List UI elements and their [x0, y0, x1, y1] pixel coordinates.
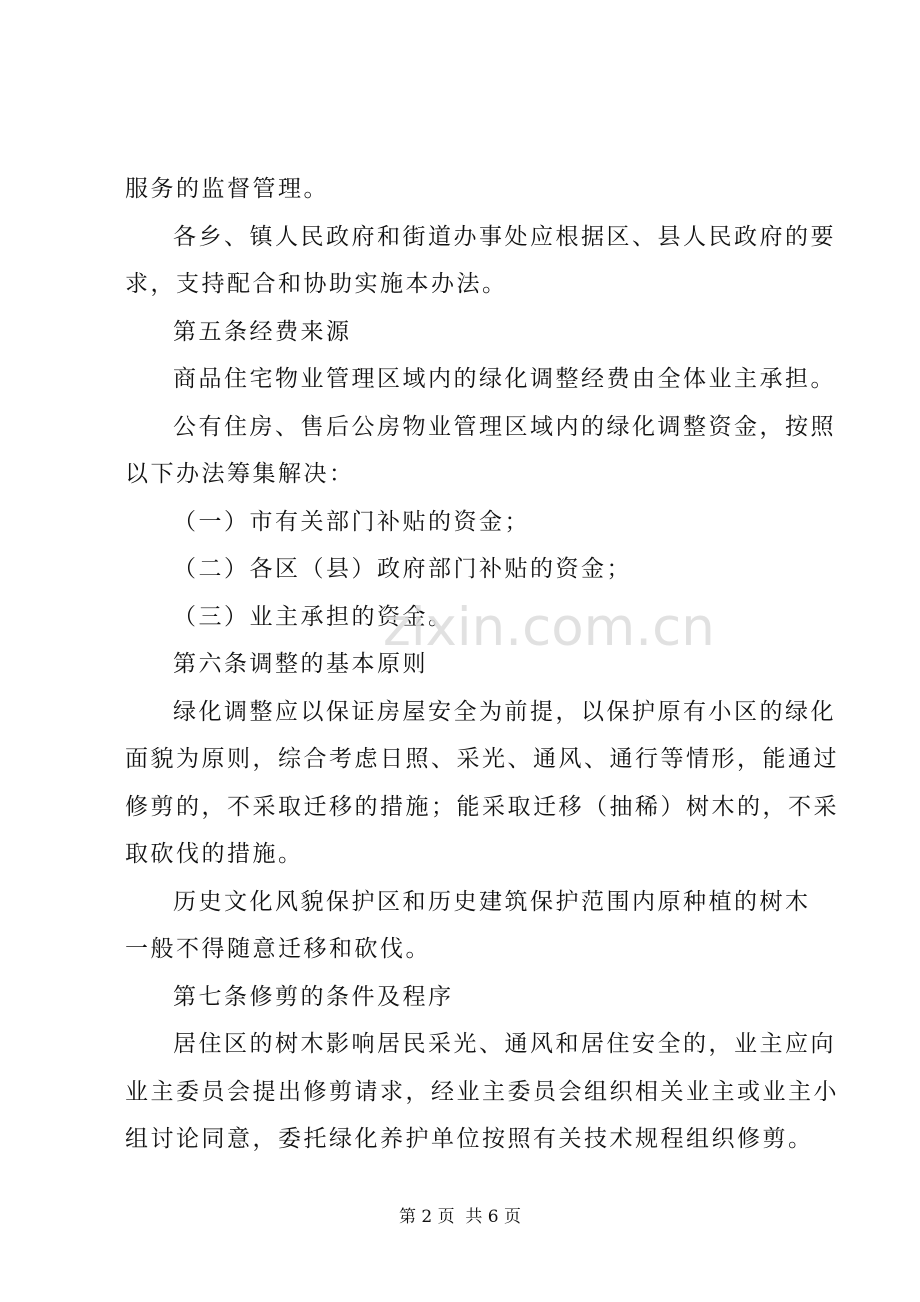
- text-line: 各乡、镇人民政府和街道办事处应根据区、县人民政府的要: [173, 223, 836, 250]
- text-line: 公有住房、售后公房物业管理区域内的绿化调整资金，按照: [173, 413, 836, 440]
- watermark: zixin.com.cn: [383, 597, 715, 658]
- text-line: 居住区的树木影响居民采光、通风和居住安全的，业主应向: [173, 1031, 836, 1057]
- text-line: 绿化调整应以保证房屋安全为前提，以保护原有小区的绿化: [173, 698, 836, 725]
- text-line: 第七条修剪的条件及程序: [173, 983, 454, 1010]
- text-line: 第五条经费来源: [173, 318, 352, 345]
- text-line: （三）业主承担的资金。: [173, 603, 454, 630]
- text-line: 商品住宅物业管理区域内的绿化调整经费由全体业主承担。: [173, 366, 836, 392]
- document-body: [125, 166, 839, 1164]
- text-line: 修剪的，不采取迁移的措施；能采取迁移（抽稀）树木的，不采: [125, 793, 839, 820]
- text-line: （二）各区（县）政府部门补贴的资金；: [173, 556, 632, 582]
- text-line: 组讨论同意，委托绿化养护单位按照有关技术规程组织修剪。: [125, 1126, 814, 1152]
- text-line: 业主委员会提出修剪请求，经业主委员会组织相关业主或业主小: [125, 1078, 839, 1105]
- text-line: 以下办法筹集解决：: [125, 461, 355, 487]
- text-line: （一）市有关部门补贴的资金；: [173, 508, 530, 535]
- text-line: 求，支持配合和协助实施本办法。: [125, 271, 508, 297]
- text-line: 服务的监督管理。: [125, 176, 329, 202]
- text-line: 一般不得随意迁移和砍伐。: [125, 936, 431, 962]
- text-line: 历史文化风貌保护区和历史建筑保护范围内原种植的树木: [173, 888, 811, 915]
- text-line: 取砍伐的措施。: [125, 841, 304, 867]
- text-line: 面貌为原则，综合考虑日照、采光、通风、通行等情形，能通过: [125, 746, 839, 772]
- text-line: 第六条调整的基本原则: [173, 651, 428, 677]
- page-footer: 第 2 页 共 6 页: [398, 1207, 522, 1227]
